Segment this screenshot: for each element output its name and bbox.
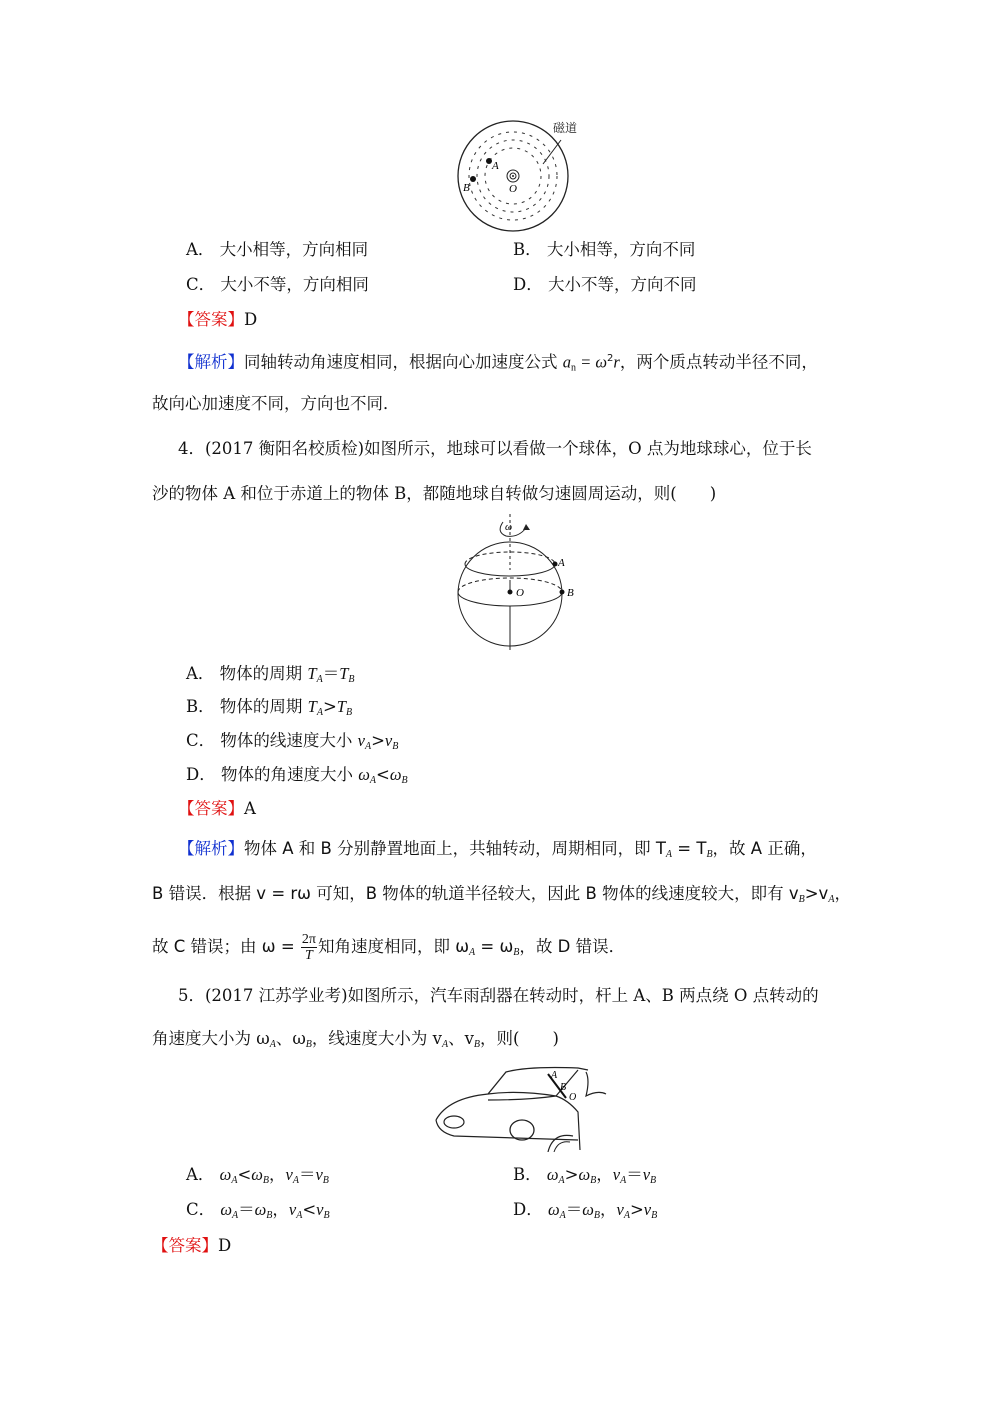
- q5-answer: 【答案】D: [152, 1236, 232, 1255]
- q3-option-c: C． 大小不等，方向相同: [186, 275, 369, 294]
- q5-option-b: B． $\omega_A>\omega_B$，$v_A=v_B$: [513, 1165, 657, 1186]
- point-o-label: O: [569, 1092, 577, 1103]
- q5-stem-line-2: 角速度大小为 $\omega_A$、$\omega_B$，线速度大小为 $v_A$、$v_B$，则( ): [152, 1029, 559, 1050]
- omega-label: ω: [505, 522, 513, 533]
- analysis-tag: 【解析】: [178, 839, 244, 858]
- q3-answer: 【答案】D: [178, 310, 258, 329]
- q3-option-b: B． 大小相等，方向不同: [513, 240, 696, 259]
- q5-stem-line-1: 5．(2017 江苏学业考)如图所示，汽车雨刮器在转动时，杆上 A、B 两点绕 O 点转动的: [178, 986, 819, 1005]
- point-b-label: B: [567, 587, 574, 599]
- point-a-label: A: [558, 557, 565, 569]
- q4-answer: 【答案】A: [178, 799, 256, 818]
- q5-option-d: D． $\omega_A=\omega_B$，$v_A>v_B$: [513, 1200, 658, 1221]
- q3-analysis-line-2: 故向心加速度不同，方向也不同．: [152, 394, 400, 413]
- answer-tag: 【答案】: [178, 799, 244, 818]
- point-a-label: A: [492, 160, 499, 172]
- answer-tag: 【答案】: [178, 310, 244, 329]
- q3-option-a: A． 大小相等，方向相同: [186, 240, 369, 259]
- q3-option-d: D． 大小不等，方向不同: [513, 275, 697, 294]
- q4-option-b: B． 物体的周期 $T_A>T_B$: [186, 697, 353, 718]
- q4-analysis-line-3: 故 C 错误；由 ω = $\frac{2\pi}{T}$ 知角速度相同，即 $\omega_A = \omega_B$，故 D 错误．: [152, 932, 626, 963]
- q5-option-a: A． $\omega_A<\omega_B$，$v_A=v_B$: [186, 1165, 329, 1186]
- answer-tag: 【答案】: [152, 1236, 218, 1255]
- earth-sphere-figure: [448, 512, 588, 652]
- car-wiper-figure: [428, 1060, 618, 1152]
- disk-track-figure: [455, 112, 605, 240]
- q5-option-c: C． $\omega_A=\omega_B$，$v_A<v_B$: [186, 1200, 330, 1221]
- track-label: 磁道: [553, 121, 578, 135]
- q4-analysis-line-2: B 错误．根据 v = rω 可知，B 物体的轨道半径较大，因此 B 物体的线速度较大，即有 $v_B>v_A$，: [152, 884, 851, 905]
- q4-stem-line-1: 4．(2017 衡阳名校质检)如图所示，地球可以看做一个球体，O 点为地球球心，位于长: [178, 439, 812, 458]
- point-o-label: O: [509, 183, 517, 195]
- q4-option-c: C． 物体的线速度大小 $v_A>v_B$: [186, 731, 399, 752]
- point-b-label: B: [463, 182, 470, 194]
- analysis-tag: 【解析】: [178, 352, 244, 372]
- q4-stem-line-2: 沙的物体 A 和位于赤道上的物体 B，都随地球自转做匀速圆周运动，则( ): [152, 484, 717, 503]
- q3-analysis-line-1: 【解析】同轴转动角速度相同，根据向心加速度公式 $a_n = \omega^2r$，两个质点转动半径不同，: [178, 352, 818, 374]
- point-b-label: B: [560, 1082, 567, 1093]
- q4-option-a: A． 物体的周期 $T_A=T_B$: [186, 664, 355, 685]
- fraction-2pi-over-t: $\frac{2\pi}{T}$: [301, 932, 316, 963]
- q4-option-d: D． 物体的角速度大小 $\omega_A<\omega_B$: [186, 765, 408, 786]
- q4-analysis-line-1: 【解析】物体 A 和 B 分别静置地面上，共轴转动，周期相同，即 $T_A = T_B$，故 A 正确，: [178, 839, 817, 860]
- point-a-label: A: [551, 1070, 558, 1081]
- point-o-label: O: [516, 587, 524, 599]
